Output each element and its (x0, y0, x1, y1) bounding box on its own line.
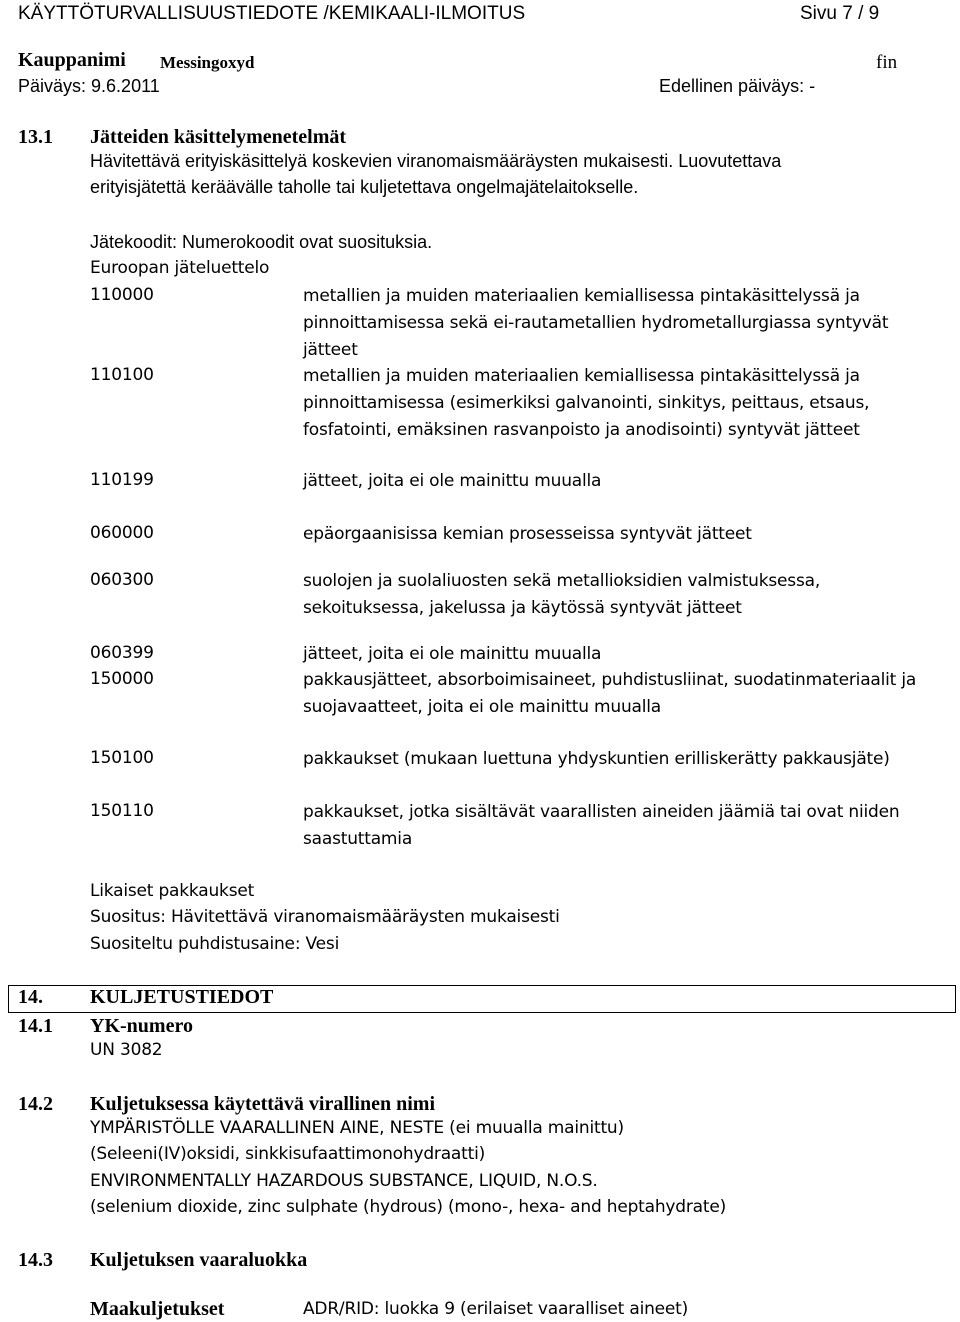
shipping-name-line-4: (selenium dioxide, zinc sulphate (hydrous) (mono-, hexa- and heptahydrate) (90, 1197, 727, 1217)
waste-code: 150000 (90, 669, 154, 689)
waste-code-description: metallien ja muiden materiaalien kemiallisessa pintakäsittelyssä ja pinnoittamisessa (esimerkiksi galvanointi, sinkitys, peittaus, etsaus, fosfatointi, emäksinen rasvanpoisto ja anodisointi) syntyvät jätteet (303, 366, 870, 440)
waste-code: 150110 (90, 801, 154, 821)
waste-code-description: pakkausjätteet, absorboimisaineet, puhdistusliinat, suodatinmateriaalit ja suojavaatteet, joita ei ole mainittu muualla (303, 670, 917, 717)
land-transport-class: ADR/RID: luokka 9 (erilaiset vaaralliset aineet) (303, 1299, 689, 1319)
previous-date: Edellinen päiväys: - (659, 76, 816, 96)
section-14-3-number: 14.3 (18, 1249, 53, 1271)
section-14-1-title: YK-numero (90, 1015, 193, 1037)
waste-code-description: pakkaukset (mukaan luettuna yhdyskuntien erilliskerätty pakkausjäte) (303, 749, 890, 769)
waste-code-description: suolojen ja suolaliuosten sekä metallioksidien valmistuksessa, sekoituksessa, jakelussa ja käytössä syntyvät jätteet (303, 571, 821, 618)
un-number: UN 3082 (90, 1040, 163, 1060)
european-waste-list-title: Euroopan jäteluettelo (90, 258, 270, 278)
section-13-1-number: 13.1 (18, 126, 53, 148)
trade-name-label: Kauppanimi (18, 49, 126, 71)
shipping-name-line-1: YMPÄRISTÖLLE VAARALLINEN AINE, NESTE (ei muualla mainittu) (90, 1118, 624, 1138)
section-13-1-title: Jätteiden käsittelymenetelmät (90, 126, 347, 148)
section-14-2-number: 14.2 (18, 1093, 53, 1115)
waste-code-description: pakkaukset, jotka sisältävät vaarallisten aineiden jäämiä tai ovat niiden saastuttamia (303, 802, 900, 849)
waste-codes-note: Jätekoodit: Numerokoodit ovat suosituksia. (90, 232, 433, 252)
waste-code: 110199 (90, 470, 154, 490)
shipping-name-line-2: (Seleeni(IV)oksidi, sinkkisufaattimonohydraatti) (90, 1144, 486, 1164)
document-title: KÄYTTÖTURVALLISUUSTIEDOTE /KEMIKAALI-ILMOITUS (18, 3, 526, 24)
page-number: Sivu 7 / 9 (800, 3, 880, 24)
waste-code-description: metallien ja muiden materiaalien kemiallisessa pintakäsittelyssä ja pinnoittamisessa sekä ei-rautametallien hydrometallurgiassa syntyvät jätteet (303, 286, 889, 360)
waste-code: 060000 (90, 523, 154, 543)
section-14-3-title: Kuljetuksen vaaraluokka (90, 1249, 308, 1271)
waste-code-description: jätteet, joita ei ole mainittu muualla (303, 644, 602, 664)
section-14-title: KULJETUSTIEDOT (90, 986, 274, 1008)
waste-code-description: jätteet, joita ei ole mainittu muualla (303, 471, 602, 491)
packaging-cleaner: Suositeltu puhdistusaine: Vesi (90, 934, 340, 954)
land-transport-label: Maakuljetukset (90, 1298, 225, 1320)
waste-code: 060399 (90, 643, 154, 663)
section-14-1-number: 14.1 (18, 1015, 53, 1037)
section-14-2-title: Kuljetuksessa käytettävä virallinen nimi (90, 1093, 436, 1115)
waste-code-description: epäorgaanisissa kemian prosesseissa syntyvät jätteet (303, 524, 752, 544)
language-code: fin (876, 52, 898, 73)
waste-code: 110100 (90, 365, 154, 385)
waste-code: 150100 (90, 748, 154, 768)
waste-code: 060300 (90, 570, 154, 590)
section-14-number: 14. (18, 986, 43, 1008)
waste-code: 110000 (90, 285, 154, 305)
issue-date: Päiväys: 9.6.2011 (18, 76, 160, 96)
disposal-text-line-1: Hävitettävä erityiskäsittelyä koskevien viranomaismääräysten mukaisesti. Luovutettava (90, 151, 782, 171)
disposal-text-line-2: erityisjätettä keräävälle taholle tai kuljetettava ongelmajätelaitokselle. (90, 177, 639, 197)
shipping-name-line-3: ENVIRONMENTALLY HAZARDOUS SUBSTANCE, LIQUID, N.O.S. (90, 1171, 598, 1191)
packaging-title: Likaiset pakkaukset (90, 881, 255, 901)
trade-name: Messingoxyd (160, 53, 255, 72)
packaging-recommendation: Suositus: Hävitettävä viranomaismääräysten mukaisesti (90, 907, 560, 927)
